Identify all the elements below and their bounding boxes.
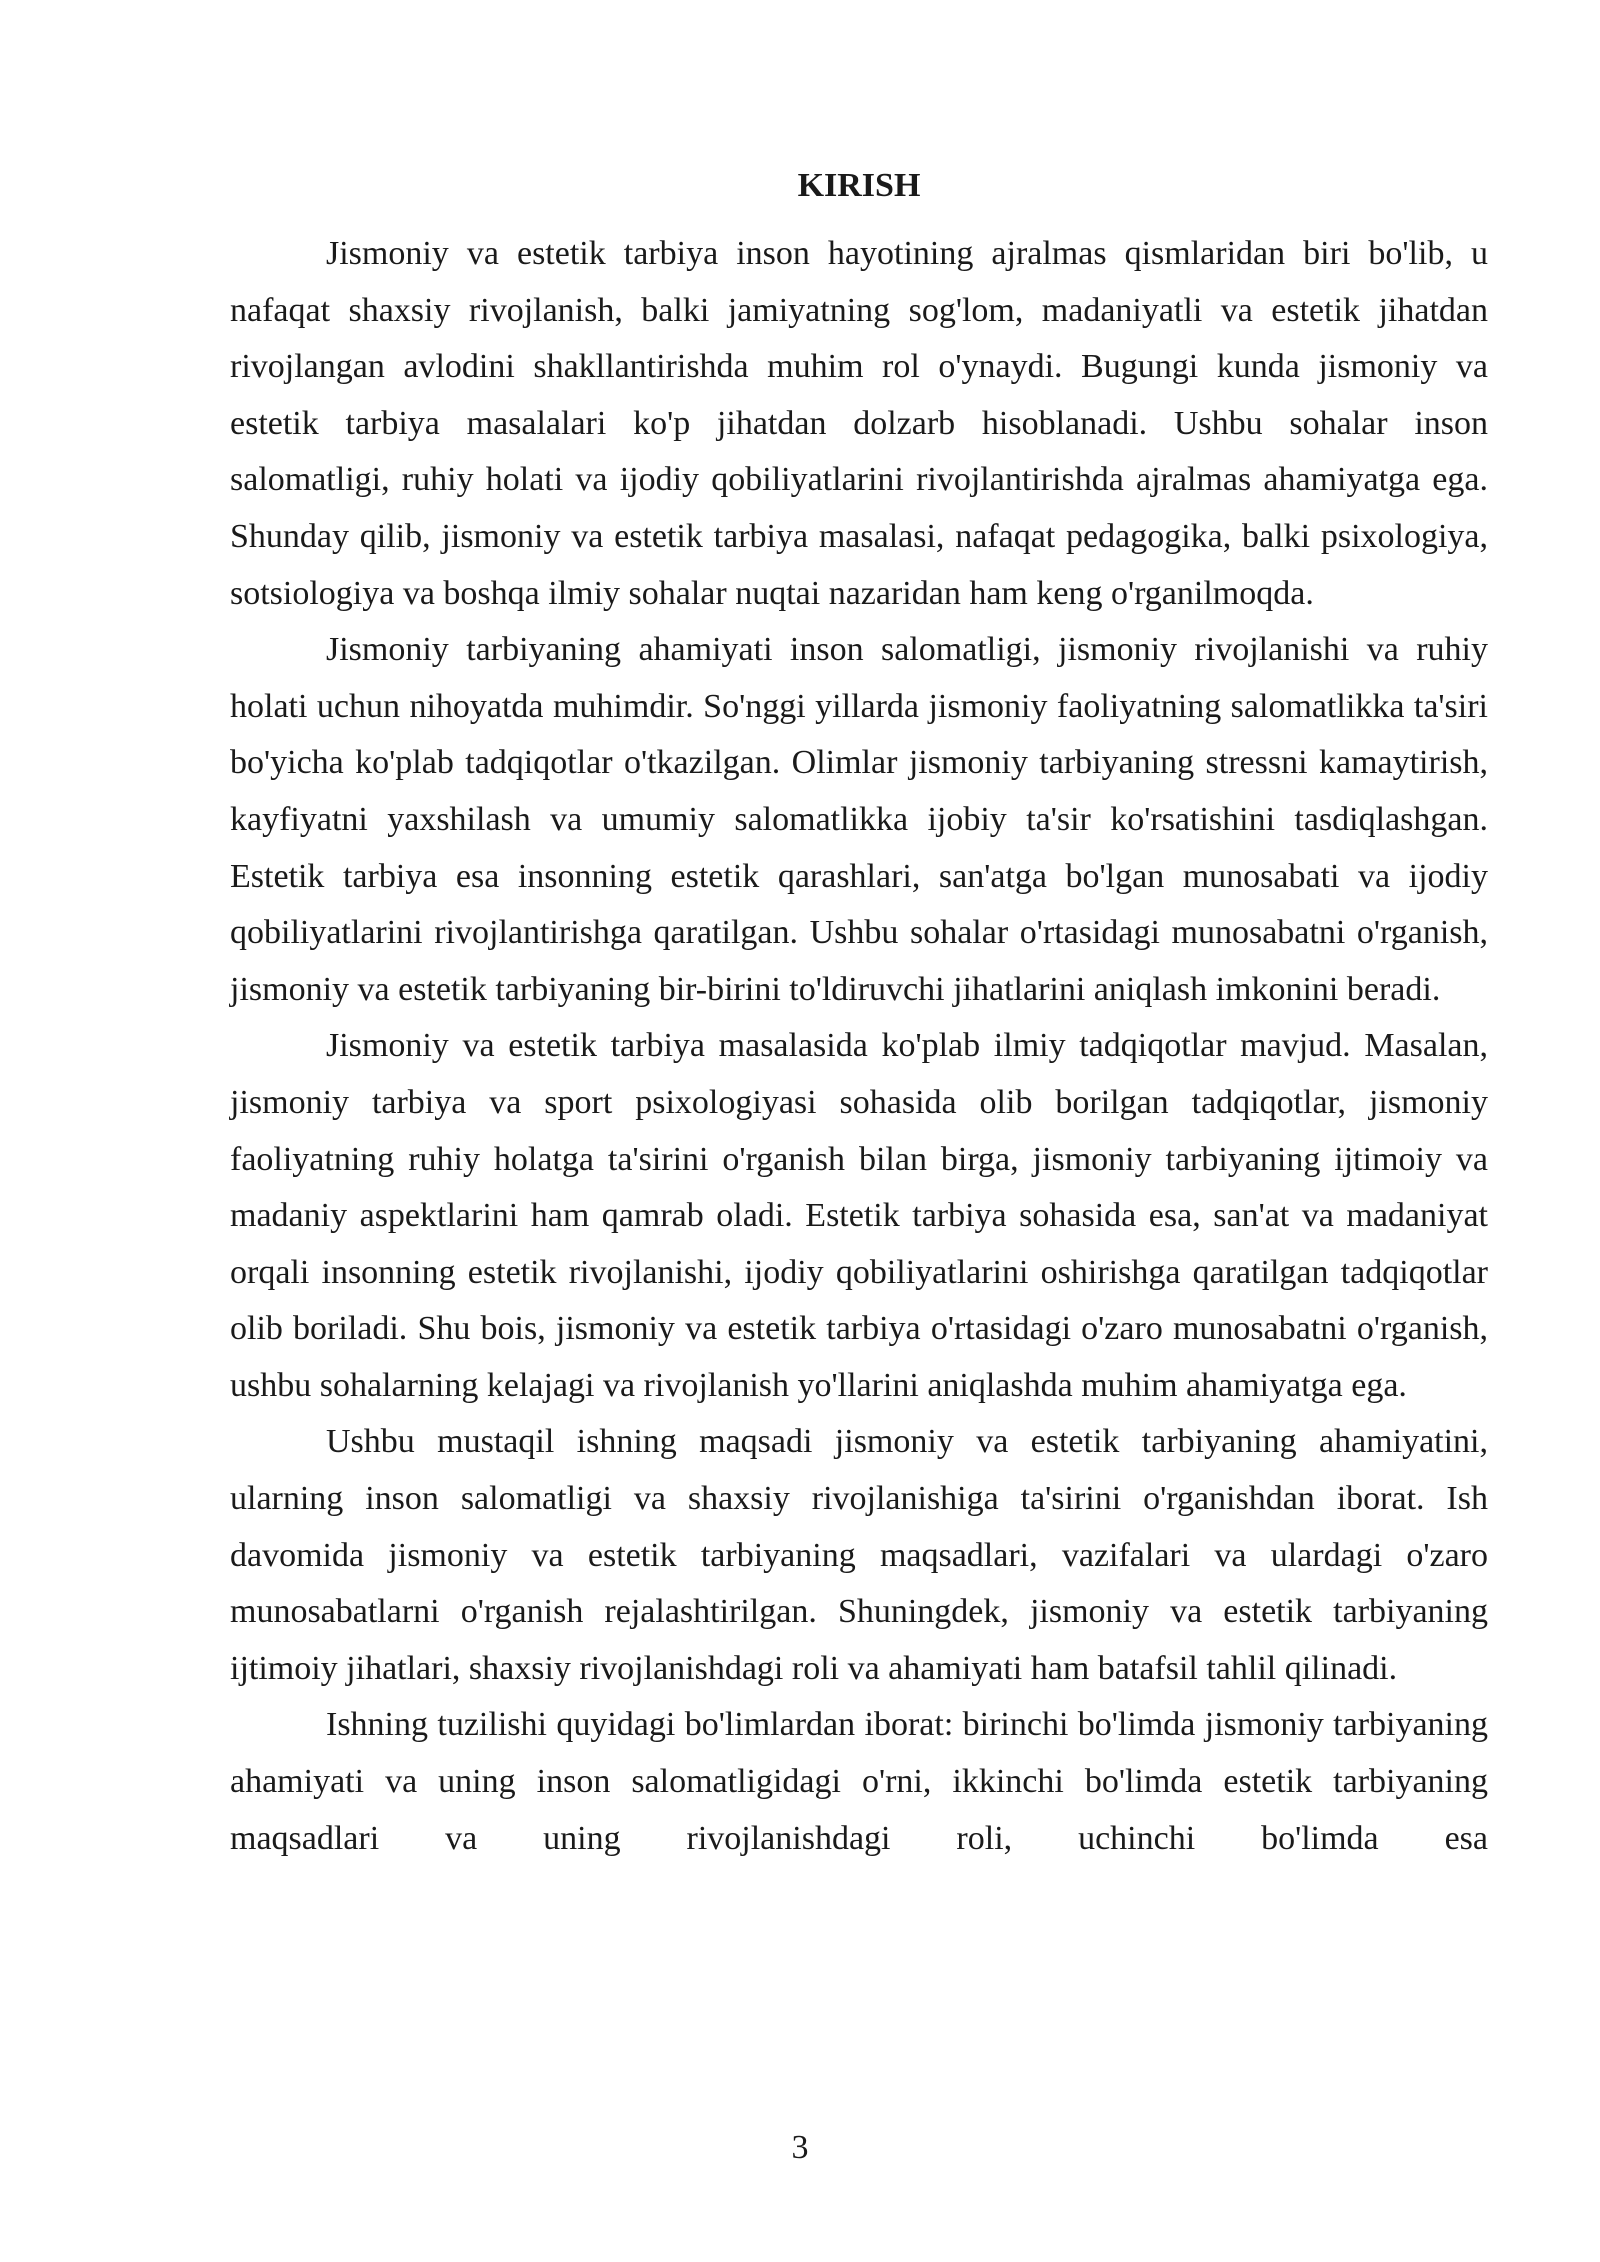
page-number: 3	[791, 2129, 809, 2166]
section-title: KIRISH	[797, 167, 921, 204]
paragraph-3: Jismoniy va estetik tarbiya masalasida ko'plab ilmiy tadqiqotlar mavjud. Masalan, jismoniy tarbiya va sport psixologiyasi sohasida olib borilgan tadqiqotlar, jismoniy faoliyatning ruhiy holatga ta'sirini o'rganish bilan birga, jismoniy tarbiyaning ijtimoiy va madaniy aspektlarini ham qamrab oladi. Estetik tarbiya sohasida esa, san'at va madaniyat orqali insonning estetik rivojlanishi, ijodiy qobiliyatlarini oshirishga qaratilgan tadqiqotlar olib boriladi. Shu bois, jismoniy va estetik tarbiya o'rtasidagi o'zaro munosabatni o'rganish, ushbu sohalarning kelajagi va rivojlanish yo'llarini aniqlashda muhim ahamiyatga ega.	[230, 1027, 1488, 1404]
paragraph-1: Jismoniy va estetik tarbiya inson hayotining ajralmas qismlaridan biri bo'lib, u nafaqat shaxsiy rivojlanish, balki jamiyatning sog'lom, madaniyatli va estetik jihatdan rivojlangan avlodini shakllantirishda muhim rol o'ynaydi. Bugungi kunda jismoniy va estetik tarbiya masalalari ko'p jihatdan dolzarb hisoblanadi. Ushbu sohalar inson salomatligi, ruhiy holati va ijodiy qobiliyatlarini rivojlantirishda ajralmas ahamiyatga ega. Shunday qilib, jismoniy va estetik tarbiya masalasi, nafaqat pedagogika, balki psixologiya, sotsiologiya va boshqa ilmiy sohalar nuqtai nazaridan ham keng o'rganilmoqda.	[230, 235, 1488, 612]
paragraph-5: Ishning tuzilishi quyidagi bo'limlardan iborat: birinchi bo'limda jismoniy tarbiyaning ahamiyati va uning inson salomatligidagi o'rni, ikkinchi bo'limda estetik tarbiyaning maqsadlari va uning rivojlanishdagi roli, uchinchi bo'limda esa	[230, 1706, 1488, 1857]
paragraph-2: Jismoniy tarbiyaning ahamiyati inson salomatligi, jismoniy rivojlanishi va ruhiy holati uchun nihoyatda muhimdir. So'nggi yillarda jismoniy faoliyatning salomatlikka ta'siri bo'yicha ko'plab tadqiqotlar o'tkazilgan. Olimlar jismoniy tarbiyaning stressni kamaytirish, kayfiyatni yaxshilash va umumiy salomatlikka ijobiy ta'sir ko'rsatishini tasdiqlashgan. Estetik tarbiya esa insonning estetik qarashlari, san'atga bo'lgan munosabati va ijodiy qobiliyatlarini rivojlantirishga qaratilgan. Ushbu sohalar o'rtasidagi munosabatni o'rganish, jismoniy va estetik tarbiyaning bir-birini to'ldiruvchi jihatlarini aniqlash imkonini beradi.	[230, 631, 1488, 1008]
page-content	[230, 158, 1488, 1867]
paragraph-4: Ushbu mustaqil ishning maqsadi jismoniy va estetik tarbiyaning ahamiyatini, ularning inson salomatligi va shaxsiy rivojlanishiga ta'sirini o'rganishdan iborat. Ish davomida jismoniy va estetik tarbiyaning maqsadlari, vazifalari va ulardagi o'zaro munosabatlarni o'rganish rejalashtirilgan. Shuningdek, jismoniy va estetik tarbiyaning ijtimoiy jihatlari, shaxsiy rivojlanishdagi roli va ahamiyati ham batafsil tahlil qilinadi.	[230, 1423, 1488, 1687]
